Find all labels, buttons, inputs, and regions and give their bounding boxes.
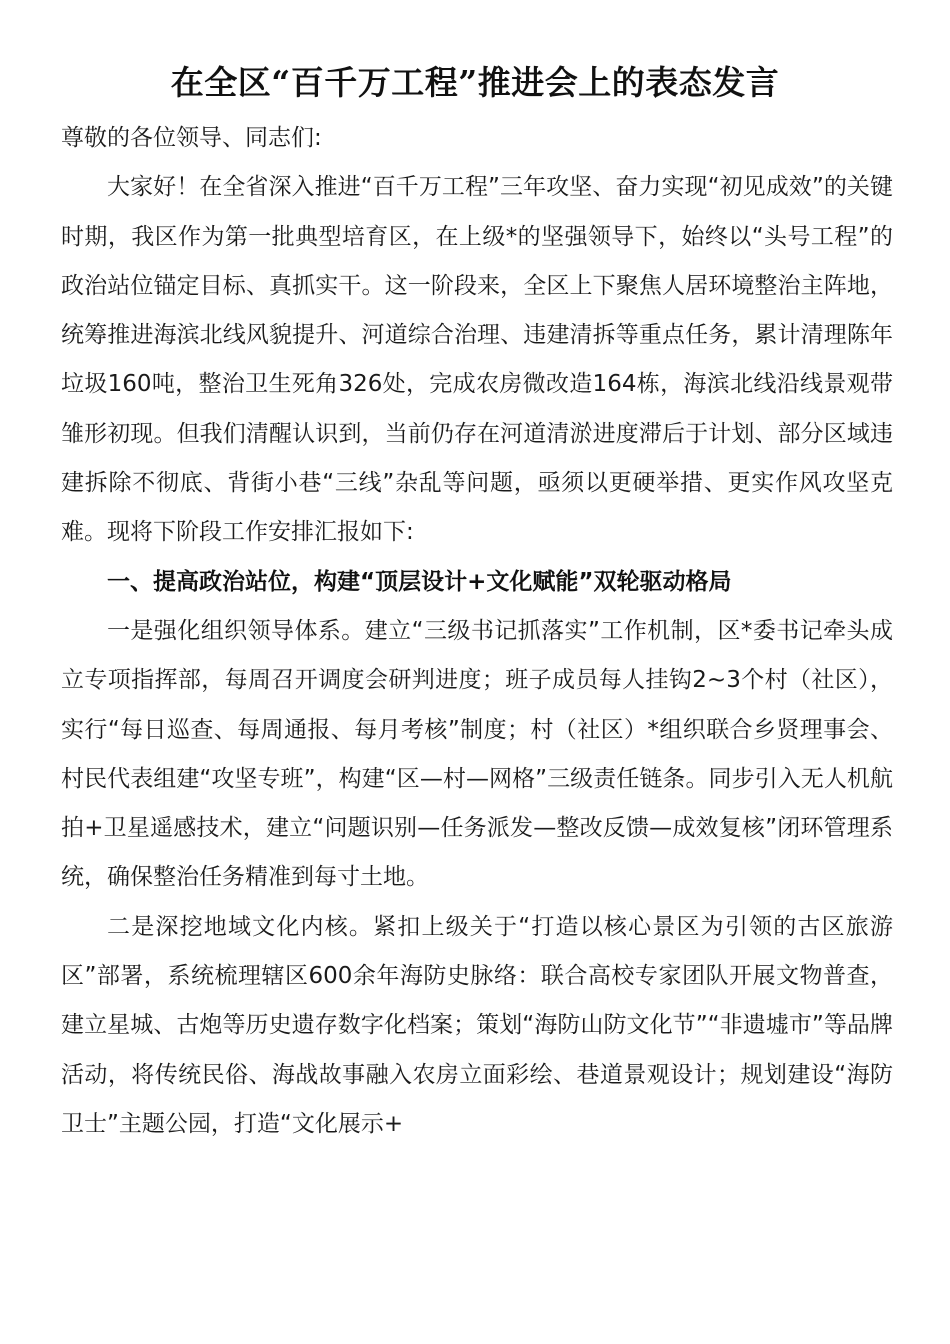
- section1-paragraph-1: 一是强化组织领导体系。建立“三级书记抓落实”工作机制，区*委书记牵头成立专项指挥部，每周召开调度会研判进度；班子成员每人挂钩2~3个村（社区），实行“每日巡查、每周通报、每月考核”制度；村（社区）*组织联合乡贤理事会、村民代表组建“攻坚专班”，构建“区—村—网格”三级责任链条。同步引入无人机航拍+卫星遥感技术，建立“问题识别—任务派发—整改反馈—成效复核”闭环管理系统，确保整治任务精准到每寸土地。: [61, 617, 893, 891]
- section1-paragraph-2: 二是深挖地域文化内核。紧扣上级关于“打造以核心景区为引领的古区旅游区”部署，系统梳理辖区600余年海防史脉络：联合高校专家团队开展文物普查，建立星城、古炮等历史遗存数字化档案；策划“海防山防文化节”“非遗墟市”等品牌活动，将传统民俗、海战故事融入农房立面彩绘、巷道景观设计；规划建设“海防卫士”主题公园，打造“文化展示+: [61, 913, 893, 1137]
- section-heading-1: 一、提高政治站位，构建“顶层设计+文化赋能”双轮驱动格局: [107, 568, 732, 595]
- intro-paragraph: 大家好！在全省深入推进“百千万工程”三年攻坚、奋力实现“初见成效”的关键时期，我区作为第一批典型培育区，在上级*的坚强领导下，始终以“头号工程”的政治站位锚定目标、真抓实干。这一阶段来，全区上下聚焦人居环境整治主阵地，统筹推进海滨北线风貌提升、河道综合治理、违建清拆等重点任务，累计清理陈年垃圾160吨，整治卫生死角326处，完成农房微改造164栋，海滨北线沿线景观带雏形初现。但我们清醒认识到，当前仍存在河道清淤进度滞后于计划、部分区域违建拆除不彻底、背街小巷“三线”杂乱等问题，亟须以更硬举措、更实作风攻坚克难。现将下阶段工作安排汇报如下:: [61, 174, 893, 546]
- document-body: [61, 114, 893, 1149]
- document-title: 在全区“百千万工程”推进会上的表态发言: [170, 63, 780, 102]
- salutation: 尊敬的各位领导、同志们:: [61, 125, 322, 151]
